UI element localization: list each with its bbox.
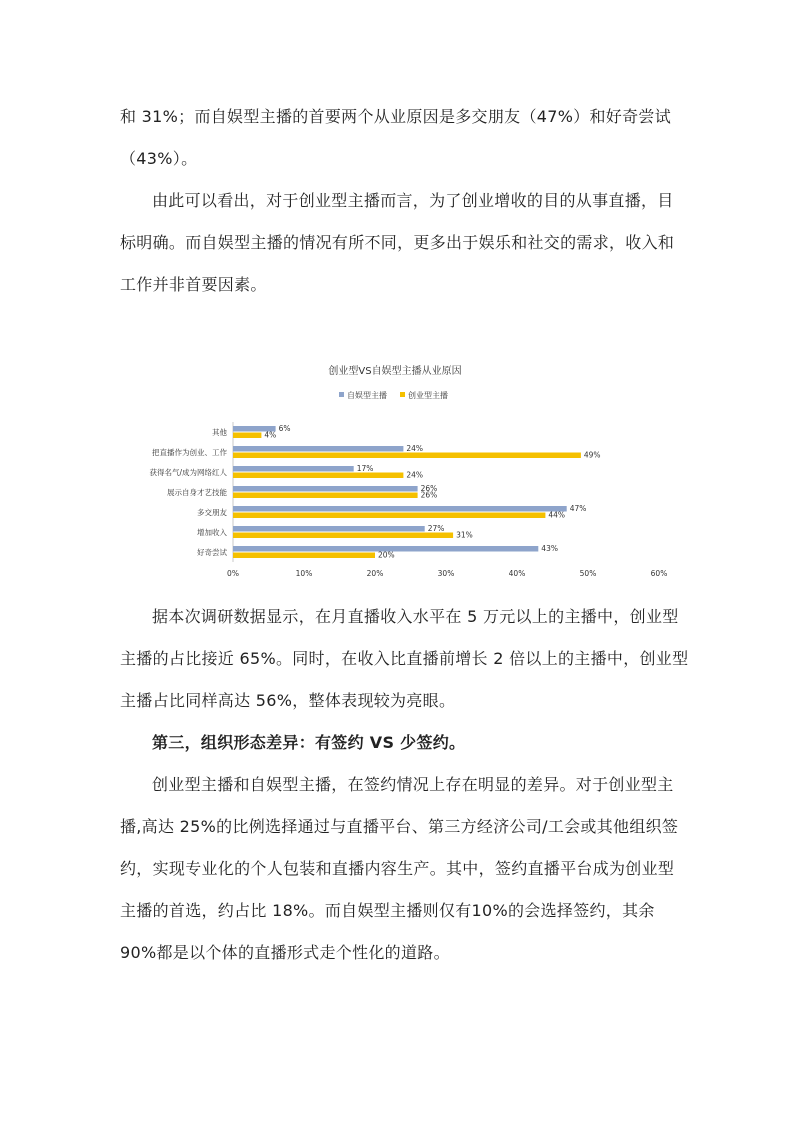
text-line: 主播的占比接近 65%。同时，在收入比直播前增长 2 倍以上的主播中，创业型 [120,649,689,668]
category-label: 展示自身才艺技能 [167,488,227,497]
data-label: 27% [427,524,445,533]
legend-swatch-series-1 [339,392,344,397]
bar-series-2 [233,533,453,539]
legend-swatch-series-2 [400,392,405,397]
text-line: 标明确。而自娱型主播的情况有所不同，更多出于娱乐和社交的需求，收入和 [120,233,675,252]
text-line: （43%）。 [120,149,198,168]
legend-label-series-1: 自娱型主播 [347,391,387,400]
bar-series-1 [233,506,567,512]
text-line: 工作并非首要因素。 [120,275,267,294]
bar-series-2 [233,493,418,499]
data-label: 4% [264,430,277,440]
data-label: 44% [548,510,566,520]
category-label: 把直播作为创业、工作 [152,448,227,457]
text-line: 创业型主播和自娱型主播，在签约情况上存在明显的差异。对于创业型主 [152,775,674,794]
text-line: 播,高达 25%的比例选择通过与直播平台、第三方经济公司/工会或其他组织签 [120,817,679,836]
category-label: 好奇尝试 [197,548,227,557]
data-label: 26% [420,484,438,493]
chart-title: 创业型VS自娱型主播从业原因 [328,366,462,377]
x-tick-label: 50% [579,569,597,578]
text-line: 主播占比同样高达 56%，整体表现较为亮眼。 [120,691,456,710]
bar-series-1 [233,446,403,452]
legend-label-series-2: 创业型主播 [408,391,448,400]
paragraph-2 [120,180,680,306]
text-line: 90%都是以个体的直播形式走个性化的道路。 [120,943,450,962]
data-label: 49% [583,450,601,460]
text-line: 由此可以看出，对于创业型主播而言，为了创业增收的目的从事直播，目 [152,191,674,210]
bar-series-2 [233,473,403,479]
heading-text: 第三，组织形态差异：有签约 VS 少签约。 [152,733,466,752]
text-line: 约，实现专业化的个人包装和直播内容生产。其中，签约直播平台成为创业型 [120,859,675,878]
paragraph-1 [120,96,680,180]
x-tick-label: 30% [437,569,455,578]
bar-series-2 [233,433,261,439]
data-label: 43% [541,544,558,553]
data-label: 31% [456,530,473,540]
data-label: 47% [569,504,587,513]
data-label: 24% [406,444,424,453]
paragraph-3 [120,596,689,722]
x-tick-label: 0% [227,569,239,578]
data-label: 26% [420,490,438,500]
x-tick-label: 20% [366,569,384,578]
data-label: 20% [378,550,395,560]
text-line: 据本次调研数据显示，在月直播收入水平在 5 万元以上的主播中，创业型 [152,607,679,626]
text-line: 主播的首选，约占比 18%。而自娱型主播则仅有10%的会选择签约，其余 [120,901,655,920]
category-label: 获得名气/成为网络红人 [149,468,227,477]
bar-series-2 [233,453,581,459]
x-tick-label: 10% [295,569,313,578]
data-label: 17% [356,464,374,473]
category-label: 其他 [212,428,227,437]
career-reason-bar-chart [120,352,680,584]
section-heading-3 [120,722,680,764]
data-label: 24% [406,470,424,480]
bar-series-2 [233,513,545,519]
bar-series-1 [233,466,354,472]
paragraph-4 [120,764,680,974]
text-line: 和 31%；而自娱型主播的首要两个从业原因是多交朋友（47%）和好奇尝试 [120,107,672,126]
category-label: 多交朋友 [197,508,227,517]
bar-series-1 [233,486,418,492]
x-tick-label: 40% [508,569,526,578]
category-label: 增加收入 [197,528,227,537]
bar-series-2 [233,553,375,559]
chart-legend [339,390,448,400]
plot-area [149,422,667,578]
bar-series-1 [233,526,425,532]
x-tick-label: 60% [650,569,668,578]
data-label: 6% [278,424,291,433]
